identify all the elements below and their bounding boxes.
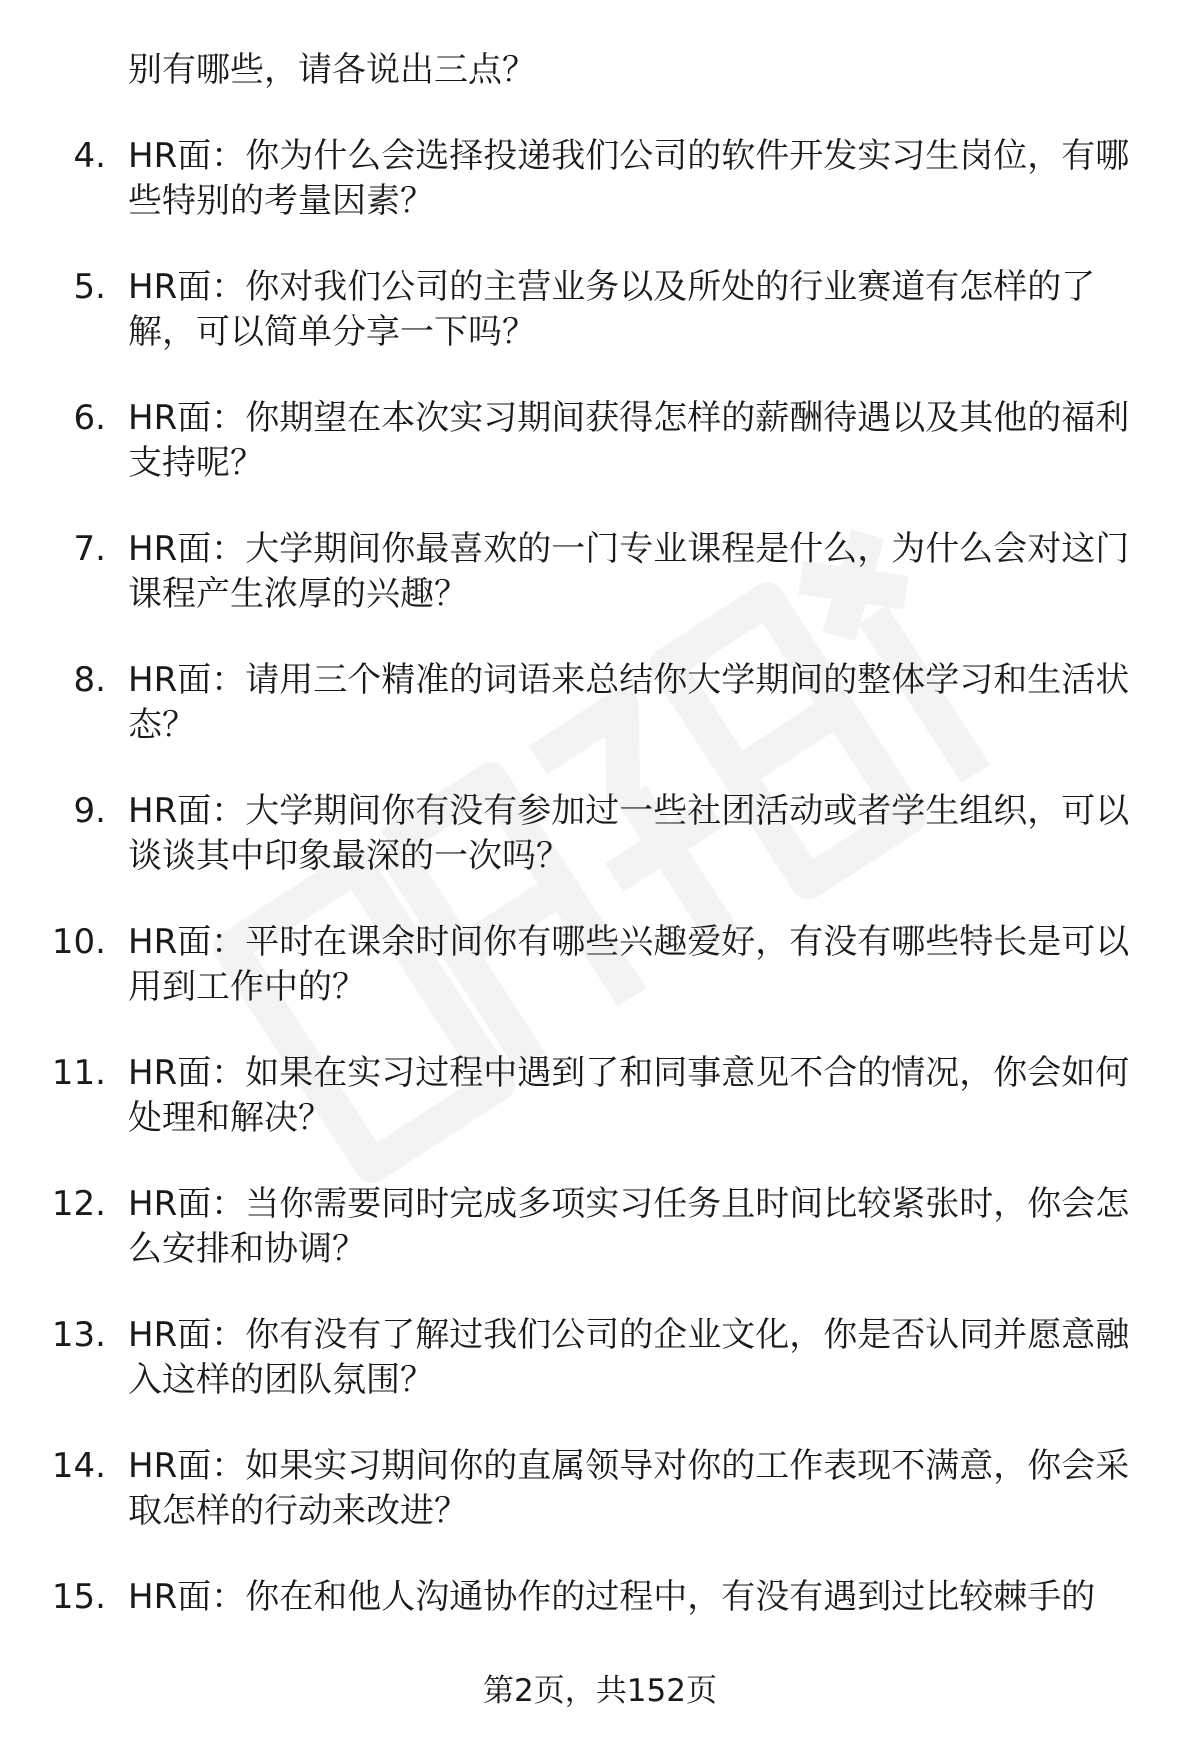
question-text: HR面：如果在实习过程中遇到了和同事意见不合的情况，你会如何处理和解决？: [128, 1053, 1130, 1138]
list-item: [0, 396, 1200, 486]
question-text: HR面：你期望在本次实习期间获得怎样的薪酬待遇以及其他的福利支持呢？: [128, 398, 1130, 483]
list-item: [0, 1182, 1200, 1272]
question-content: [0, 48, 1200, 1661]
question-text: HR面：你为什么会选择投递我们公司的软件开发实习生岗位，有哪些特别的考量因素？: [128, 136, 1130, 221]
question-list: [0, 134, 1200, 1620]
list-item: [0, 1051, 1200, 1141]
list-item: [0, 265, 1200, 355]
list-item: [0, 1575, 1200, 1620]
list-item: [0, 658, 1200, 748]
question-text: HR面：当你需要同时完成多项实习任务且时间比较紧张时，你会怎么安排和协调？: [128, 1184, 1130, 1269]
question-number: 15.: [51, 1577, 106, 1617]
question-text: HR面：平时在课余时间你有哪些兴趣爱好，有没有哪些特长是可以用到工作中的？: [128, 922, 1130, 1007]
list-item: [0, 527, 1200, 617]
question-number: 12.: [51, 1184, 106, 1224]
question-number: 14.: [51, 1446, 106, 1486]
list-item: [0, 1444, 1200, 1534]
question-text: HR面：大学期间你最喜欢的一门专业课程是什么，为什么会对这门课程产生浓厚的兴趣？: [128, 529, 1130, 614]
question-number: 13.: [51, 1315, 106, 1355]
list-item: [0, 1313, 1200, 1403]
question-number: 9.: [73, 791, 106, 831]
question-text: HR面：你有没有了解过我们公司的企业文化，你是否认同并愿意融入这样的团队氛围？: [128, 1315, 1130, 1400]
question-text: HR面：如果实习期间你的直属领导对你的工作表现不满意，你会采取怎样的行动来改进？: [128, 1446, 1130, 1531]
question-number: 6.: [73, 398, 106, 438]
question-number: 11.: [51, 1053, 106, 1093]
list-item: [0, 134, 1200, 224]
list-item: [0, 789, 1200, 879]
question-number: 5.: [73, 267, 106, 307]
continuation-text: 别有哪些，请各说出三点？: [128, 50, 536, 90]
list-item: [0, 920, 1200, 1010]
question-text: HR面：你在和他人沟通协作的过程中，有没有遇到过比较棘手的: [128, 1577, 1096, 1617]
page-footer: 第2页，共152页: [483, 1673, 717, 1709]
question-number: 7.: [73, 529, 106, 569]
question-text: HR面：大学期间你有没有参加过一些社团活动或者学生组织，可以谈谈其中印象最深的一次吗？: [128, 791, 1130, 876]
question-text: HR面：请用三个精准的词语来总结你大学期间的整体学习和生活状态？: [128, 660, 1130, 745]
question-number: 8.: [73, 660, 106, 700]
question-number: 10.: [51, 922, 106, 962]
question-number: 4.: [73, 136, 106, 176]
question-text: HR面：你对我们公司的主营业务以及所处的行业赛道有怎样的了解，可以简单分享一下吗？: [128, 267, 1096, 352]
